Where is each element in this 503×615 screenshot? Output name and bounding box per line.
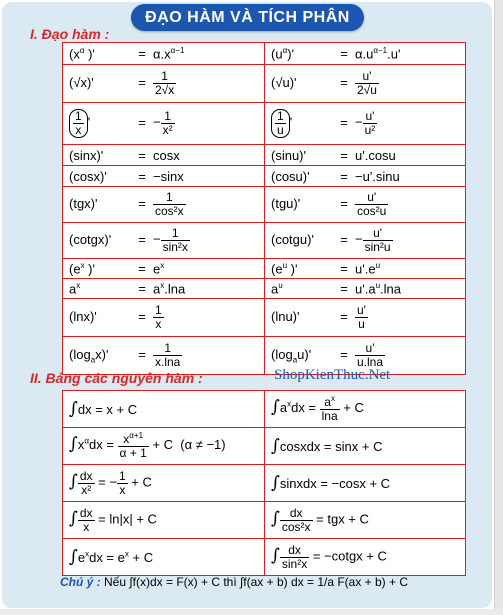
formula-cell: (cotgu)' = − $\frac{u'}{\text{sin²u}}$	[265, 223, 466, 259]
formula-cell: $a^x = a^x.\ln a$	[63, 279, 265, 299]
formula-cell: ($e^x$ )' = $e^x$	[63, 259, 265, 279]
footnote	[60, 575, 408, 589]
table-row	[63, 391, 466, 428]
formula-cell: (√x)' = $\frac{1}{2√x}$	[63, 65, 265, 103]
table-row	[63, 337, 466, 375]
table-row	[63, 166, 466, 187]
formula-cell: ∫ $\frac{dx}{\text{sin²x}}$ = −cotgx + C	[265, 539, 466, 576]
table-row	[63, 223, 466, 259]
formula-cell: ∫ $\frac{dx}{\text{cos²x}}$ = tgx + C	[265, 502, 466, 539]
formula-cell: (tgu)' = $\frac{u'}{\text{cos²u}}$	[265, 187, 466, 223]
formula-cell: ∫ $\frac{dx}{\text{x²}}$ = − $\frac{1}{x}$ + C	[63, 465, 265, 502]
table-row	[63, 465, 466, 502]
page-title: ĐẠO HÀM VÀ TÍCH PHÂN	[131, 4, 364, 31]
formula-cell: (cotgx)' = − $\frac{1}{\text{sin²x}}$	[63, 223, 265, 259]
table-row	[63, 502, 466, 539]
formula-cell: ($x^\alpha$ )' = $\alpha.x^{\alpha-1}$	[63, 43, 265, 65]
formula-cell: $\int x^\alpha dx$ = $\frac{x^{\alpha+1}}{\alpha + 1}$ + C (α ≠ −1)	[63, 428, 265, 465]
table-row	[63, 299, 466, 337]
formula-cell: ∫cosxdx = sinx + C	[265, 428, 466, 465]
formula-cell: $\int e^xdx = e^x + C$	[63, 539, 265, 576]
integrals-table	[62, 390, 466, 576]
formula-cell: (cosx)' = −sinx	[63, 166, 265, 187]
formula-cell: $\int a^xdx$ = $\frac{a^x}{\ln a}$ + C	[265, 391, 466, 428]
formula-cell: (sinx)' = cosx	[63, 145, 265, 166]
section-derivatives-heading: I. Đạo hàm :	[30, 26, 110, 42]
table-row	[63, 279, 466, 299]
formula-cell: (tgx)' = $\frac{1}{\text{cos²x}}$	[63, 187, 265, 223]
formula-cell: (lnx)' = $\frac{1}{x}$	[63, 299, 265, 337]
table-row	[63, 65, 466, 103]
table-row	[63, 103, 466, 145]
formula-cell: $(\log_au)'$ = $\frac{u'}{u.\ln a}$	[265, 337, 466, 375]
formula-cell: (√u)' = $\frac{u'}{2√u}$	[265, 65, 466, 103]
formula-cell: (lnu)' = $\frac{u'}{u}$	[265, 299, 466, 337]
footnote-text: Nếu ∫f(x)dx = F(x) + C thì ∫f(ax + b) dx = 1/a F(ax + b) + C	[104, 575, 409, 589]
bottom-edge	[0, 609, 503, 615]
formula-cell: $(\log_ax)'$ = $\frac{1}{x.\ln a}$	[63, 337, 265, 375]
table-row	[63, 259, 466, 279]
table-row	[63, 539, 466, 576]
footnote-label: Chú ý :	[60, 575, 101, 589]
formula-cell: $\frac{1}{x}$ ' = − $\frac{1}{\text{x²}}$	[63, 103, 265, 145]
formula-cell: (cosu)' = −u'.sinu	[265, 166, 466, 187]
table-row	[63, 187, 466, 223]
section-integrals-heading: II. Bảng các nguyên hàm :	[30, 370, 203, 386]
formula-cell: ∫ $\frac{dx}{x}$ = ln|x| + C	[63, 502, 265, 539]
watermark-text: ShopKienThuc.Net	[274, 367, 391, 383]
derivatives-table	[62, 42, 466, 375]
table-row	[63, 43, 466, 65]
table-row	[63, 428, 466, 465]
formula-cell: (sinu)' = u'.cosu	[265, 145, 466, 166]
formula-cell: $a^u = u'.a^u.\ln a$	[265, 279, 466, 299]
table-row	[63, 145, 466, 166]
formula-cell: ($e^u$ )' = $u'.e^u$	[265, 259, 466, 279]
formula-cell: ∫sinxdx = −cosx + C	[265, 465, 466, 502]
formula-cell: ∫dx = x + C	[63, 391, 265, 428]
scrollbar[interactable]	[494, 0, 503, 615]
formula-cell: $\frac{1}{u}$ ' = − $\frac{u'}{\text{u²}}$	[265, 103, 466, 145]
formula-cell: $(u^\alpha)' = \alpha.u^{\alpha-1}.u'$	[265, 43, 466, 65]
